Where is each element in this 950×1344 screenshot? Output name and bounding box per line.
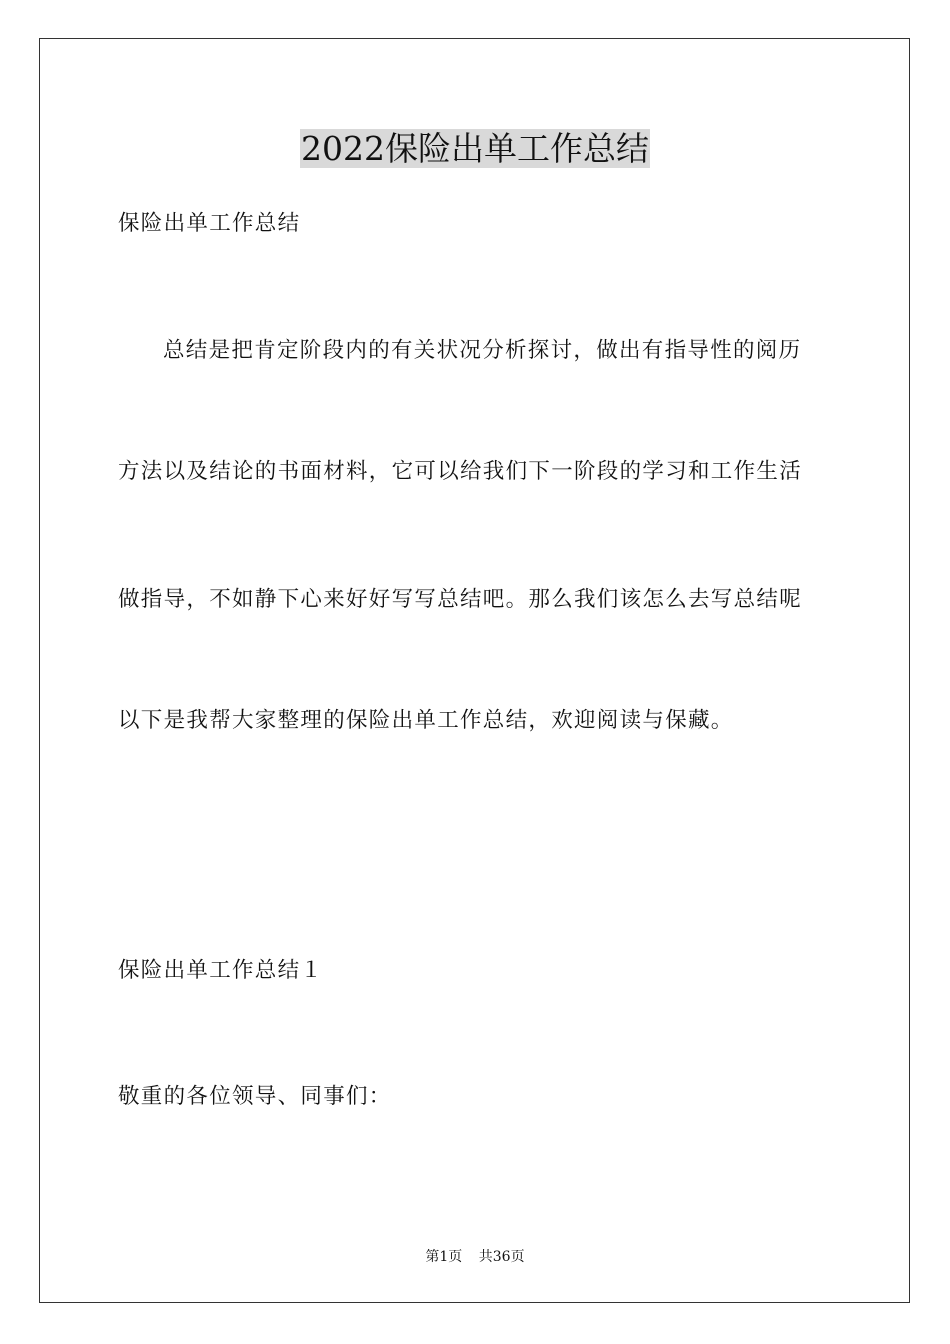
intro-line-2: 方法以及结论的书面材料，它可以给我们下一阶段的学习和工作生活 (118, 459, 803, 484)
document-title-text: 2022保险出单工作总结 (301, 129, 649, 168)
intro-line-1: 总结是把肯定阶段内的有关状况分析探讨，做出有指导性的阅历 (163, 338, 802, 363)
section-heading: 保险出单工作总结１ (118, 958, 324, 983)
document-title (0, 128, 950, 170)
salutation: 敬重的各位领导、同事们： (118, 1084, 392, 1109)
intro-line-3: 做指导，不如静下心来好好写写总结吧。那么我们该怎么去写总结呢 (118, 587, 803, 612)
page-footer (0, 1247, 950, 1267)
document-subtitle: 保险出单工作总结 (118, 211, 301, 236)
page-number: 第1页 (425, 1249, 463, 1265)
page-total: 共36页 (478, 1249, 525, 1265)
intro-line-4: 以下是我帮大家整理的保险出单工作总结，欢迎阅读与保藏。 (118, 708, 734, 733)
